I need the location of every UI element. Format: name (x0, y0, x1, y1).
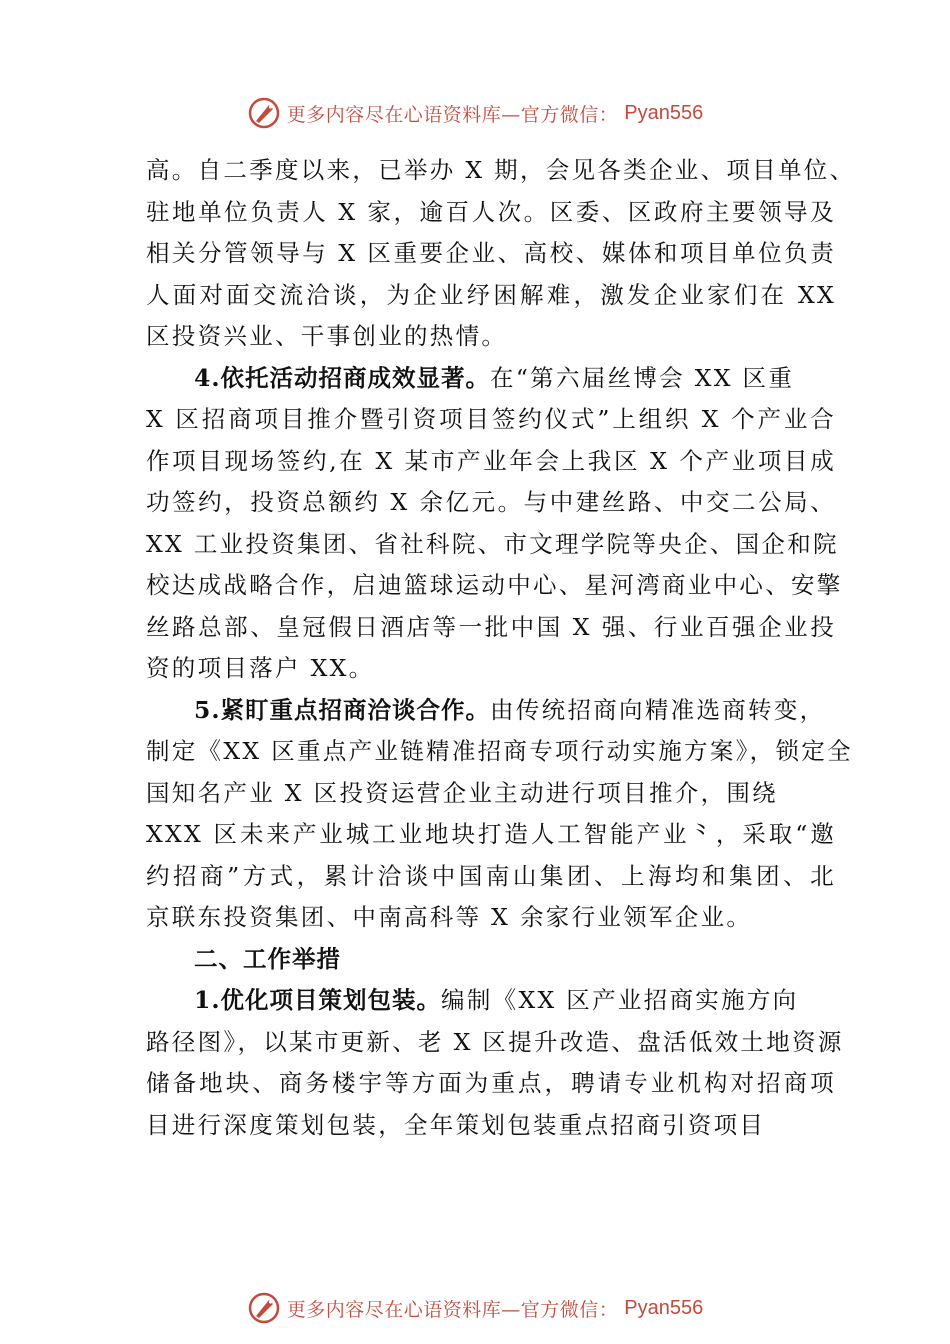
body-line: XX 工业投资集团、省社科院、市文理学院等央企、国企和院 (146, 529, 839, 558)
body-line: 校达成战略合作，启迪篮球运动中心、星河湾商业中心、安擎 (146, 571, 843, 599)
header-watermark (0, 93, 950, 133)
watermark-wechat-id: Pyan556 (624, 101, 704, 124)
document-body (146, 150, 856, 1146)
chapter-heading (146, 939, 836, 981)
section-heading: 二、工作举措 (194, 944, 341, 973)
section-item-1: 1.优化项目策划包装。编制《XX 区产业招商实施方向 (194, 986, 799, 1014)
body-line: 相关分管领导与 X 区重要企业、高校、媒体和项目单位负责 (146, 239, 836, 267)
body-line: XXX 区未来产业城工业地块打造人工智能产业⺀，采取“邀 (146, 820, 836, 848)
body-line: 制定《XX 区重点产业链精准招商专项行动实施方案》，锁定全 (146, 737, 853, 765)
body-line: 驻地单位负责人 X 家，逾百人次。区委、区政府主要领导及 (146, 197, 836, 226)
section-item-5: 5.紧盯重点招商洽谈合作。由传统招商向精准选商转变， (194, 695, 826, 724)
body-line: 国知名产业 X 区投资运营企业主动进行项目推介，围绕 (146, 778, 778, 807)
body-line: 资的项目落户 XX。 (146, 654, 375, 682)
body-line: 京联东投资集团、中南高科等 X 余家行业领军企业。 (146, 903, 753, 931)
body-line: 储备地块、商务楼宇等方面为重点，聘请专业机构对招商项 (146, 1069, 836, 1097)
body-line: 作项目现场签约,在 X 某市产业年会上我区 X 个产业项目成 (146, 446, 836, 475)
pen-nib-circle-icon (247, 1291, 281, 1325)
body-line: 路径图》，以某市更新、老 X 区提升改造、盘活低效土地资源 (146, 1027, 844, 1056)
watermark-text: 更多内容尽在心语资料库—官方微信： (286, 1298, 619, 1321)
pen-nib-circle-icon (247, 96, 281, 130)
body-line: 目进行深度策划包装，全年策划包装重点招商引资项目 (146, 1110, 766, 1139)
body-line: 高。自二季度以来，已举办 X 期，会见各类企业、项目单位、 (146, 156, 856, 184)
footer-watermark (0, 1288, 950, 1328)
watermark-text: 更多内容尽在心语资料库—官方微信： (286, 103, 619, 126)
body-line: 约招商”方式，累计洽谈中国南山集团、上海均和集团、北 (146, 861, 836, 890)
section-item-4: 4.依托活动招商成效显著。在“第六届丝博会 XX 区重 (194, 363, 795, 392)
body-line: X 区招商项目推介暨引资项目签约仪式”上组织 X 个产业合 (146, 405, 836, 433)
body-line: 人面对面交流洽谈，为企业纾困解难，激发企业家们在 XX (146, 280, 836, 309)
section-heading: 4.依托活动招商成效显著。 (194, 363, 491, 392)
body-line: 功签约，投资总额约 X 余亿元。与中建丝路、中交二公局、 (146, 488, 836, 516)
watermark-wechat-id: Pyan556 (624, 1296, 704, 1319)
body-line: 丝路总部、皇冠假日酒店等一批中国 X 强、行业百强企业投 (146, 612, 836, 641)
section-heading: 5.紧盯重点招商洽谈合作。 (194, 695, 491, 724)
section-heading: 1.优化项目策划包装。 (194, 986, 442, 1014)
body-line: 区投资兴业、干事创业的热情。 (146, 322, 508, 350)
